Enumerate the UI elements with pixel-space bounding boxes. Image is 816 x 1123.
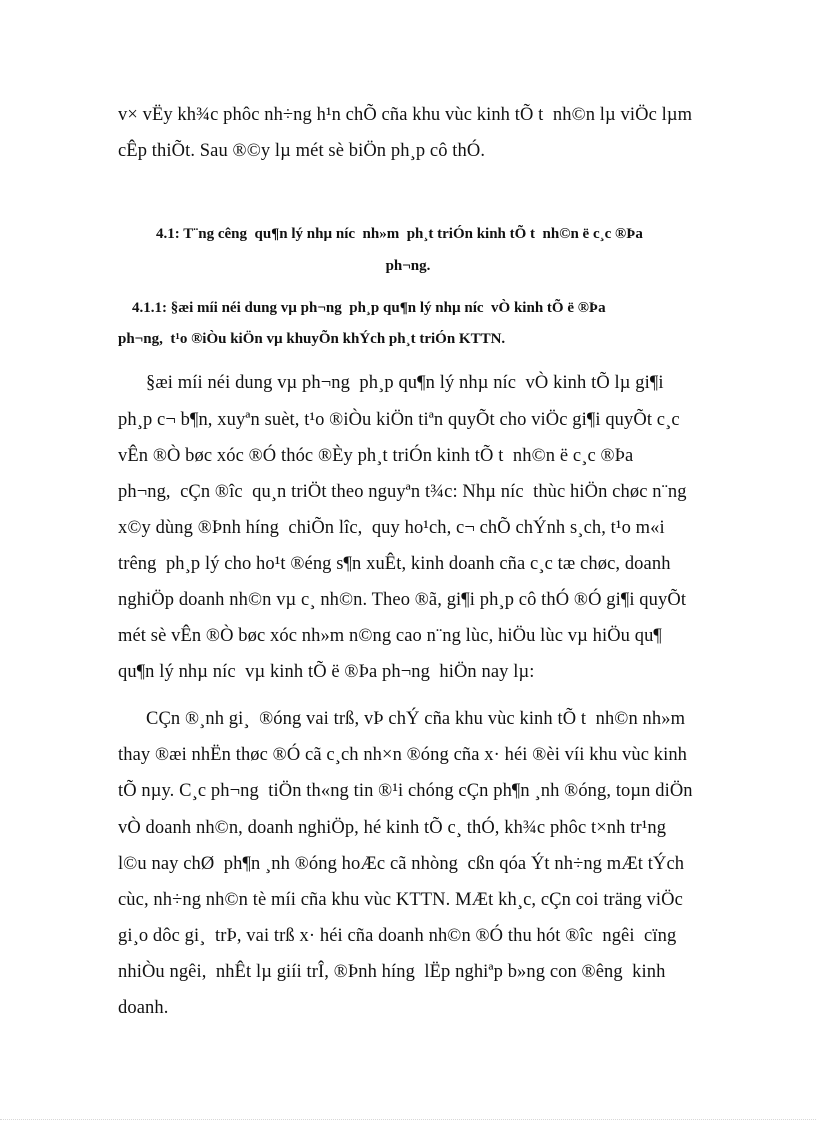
paragraph-2-line-4: vÒ doanh nh©n, doanh nghiÖp, hé kinh tÕ c¸ thÓ, kh¾c phôc t×nh tr¹ng	[118, 818, 667, 838]
section-heading-line-1: 4.1: T¨ng cêng qu¶n lý nhµ níc nh»m ph¸t triÓn kinh tÕ t nh©n ë c¸c ®Þa	[156, 226, 643, 242]
subsection-heading-line-2: ph¬ng, t¹o ®iÒu kiÖn vµ khuyÕn khÝch ph¸t triÓn KTTN.	[118, 331, 506, 347]
paragraph-1-line-9: qu¶n lý nhµ níc vµ kinh tÕ ë ®Þa ph¬ng hiÖn nay lµ:	[118, 662, 535, 682]
intro-line-2: cÊp thiÕt. Sau ®©y lµ mét sè biÖn ph¸p cô thÓ.	[118, 141, 486, 161]
paragraph-1-line-2: ph¸p c¬ b¶n, xuyªn suèt, t¹o ®iÒu kiÖn tiªn quyÕt cho viÖc gi¶i quyÕt c¸c	[118, 410, 680, 430]
paragraph-1-line-5: x©y dùng ®Þnh híng chiÕn lîc, quy ho¹ch, c¬ chÕ chÝnh s¸ch, t¹o m«i	[118, 518, 665, 538]
page-bottom-rule	[0, 1119, 816, 1120]
paragraph-2-line-9: doanh.	[118, 998, 169, 1018]
paragraph-1-line-7: nghiÖp doanh nh©n vµ c¸ nh©n. Theo ®ã, gi¶i ph¸p cô thÓ ®Ó gi¶i quyÕt	[118, 590, 687, 610]
paragraph-2-line-2: thay ®æi nhËn thøc ®Ó cã c¸ch nh×n ®óng cña x· héi ®èi víi khu vùc kinh	[118, 745, 688, 765]
section-heading-line-2: ph¬ng.	[385, 258, 431, 274]
paragraph-2-line-5: l©u nay chØ ph¶n ¸nh ®óng hoÆc cã nhòng cßn qóa Ýt nh÷ng mÆt tÝch	[118, 854, 685, 874]
paragraph-1-line-8: mét sè vÊn ®Ò bøc xóc nh»m n©ng cao n¨ng lùc, hiÖu lùc vµ hiÖu qu¶	[118, 626, 662, 646]
paragraph-1-line-3: vÊn ®Ò bøc xóc ®Ó thóc ®Èy ph¸t triÓn kinh tÕ t nh©n ë c¸c ®Þa	[118, 446, 634, 466]
paragraph-1-line-1: §æi míi néi dung vµ ph¬ng ph¸p qu¶n lý nhµ níc vÒ kinh tÕ lµ gi¶i	[146, 373, 664, 393]
intro-line-1: v× vËy kh¾c phôc nh÷ng h¹n chÕ cña khu vùc kinh tÕ t nh©n lµ viÖc lµm	[118, 105, 693, 125]
paragraph-2-line-6: cùc, nh÷ng nh©n tè míi cña khu vùc KTTN. MÆt kh¸c, cÇn coi träng viÖc	[118, 890, 683, 910]
paragraph-2-line-1: CÇn ®¸nh gi¸ ®óng vai trß, vÞ chÝ cña khu vùc kinh tÕ t nh©n nh»m	[146, 709, 686, 729]
paragraph-1-line-4: ph¬ng, cÇn ®îc qu¸n triÖt theo nguyªn t¾c: Nhµ níc thùc hiÖn chøc n¨ng	[118, 482, 687, 502]
paragraph-1-line-6: trêng ph¸p lý cho ho¹t ®éng s¶n xuÊt, kinh doanh cña c¸c tæ chøc, doanh	[118, 554, 671, 574]
paragraph-2-line-3: tÕ nµy. C¸c ph¬ng tiÖn th«ng tin ®¹i chóng cÇn ph¶n ¸nh ®óng, toµn diÖn	[118, 781, 693, 801]
paragraph-2-line-8: nhiÒu ngêi, nhÊt lµ giíi trÎ, ®Þnh híng lËp nghiªp b»ng con ®êng kinh	[118, 962, 666, 982]
subsection-heading-line-1: 4.1.1: §æi míi néi dung vµ ph¬ng ph¸p qu¶n lý nhµ níc vÒ kinh tÕ ë ®Þa	[132, 300, 606, 316]
paragraph-2-line-7: gi¸o dôc gi¸ trÞ, vai trß x· héi cña doanh nh©n ®Ó thu hót ®îc ngêi cïng	[118, 926, 677, 946]
